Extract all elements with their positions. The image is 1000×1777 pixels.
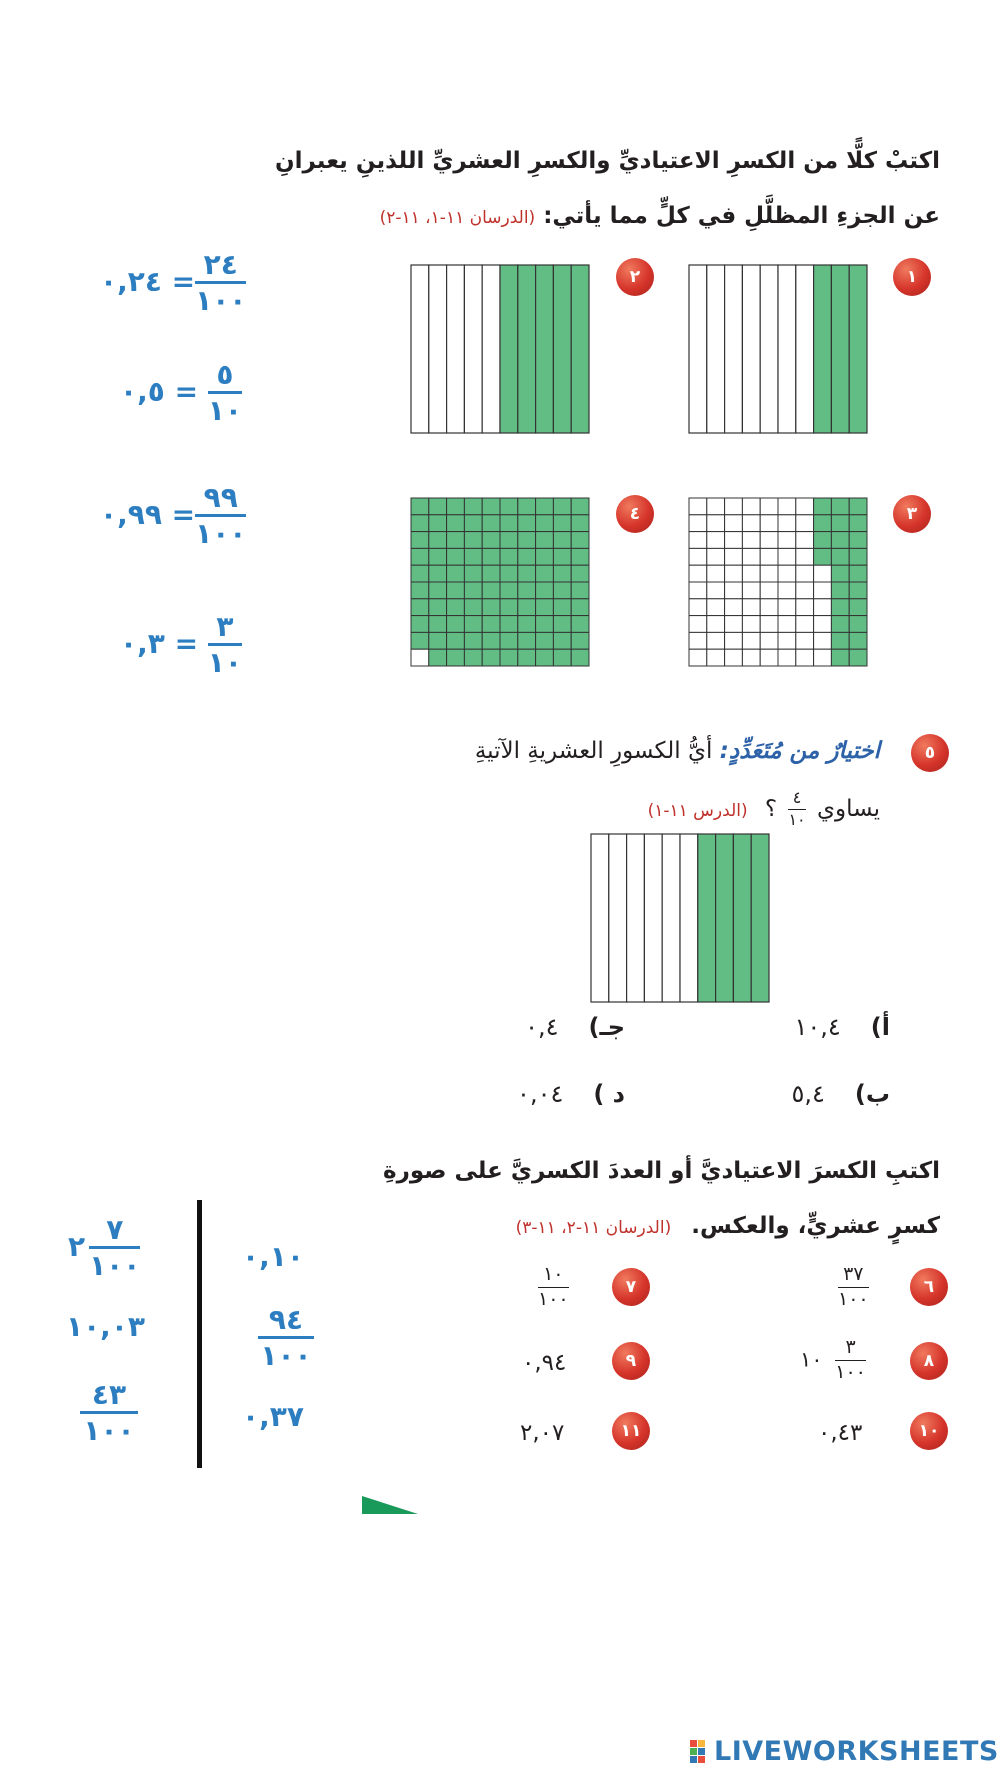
- choice-d[interactable]: د )٠,٠٤: [517, 1080, 625, 1108]
- shaded-cell: [553, 565, 571, 582]
- unshaded-cell: [742, 532, 760, 549]
- shaded-strip: [831, 265, 849, 433]
- unshaded-cell: [796, 599, 814, 616]
- unshaded-cell: [725, 565, 743, 582]
- liveworksheets-logo-icon: [690, 1740, 714, 1766]
- unshaded-cell: [778, 582, 796, 599]
- shaded-strip: [698, 834, 716, 1002]
- shaded-strip: [571, 265, 589, 433]
- unshaded-cell: [778, 498, 796, 515]
- section6-instruction-text: كسرٍ عشريٍّ، والعكس.: [691, 1213, 940, 1239]
- answer-fraction: $\frac{٣}{١٠}$: [207, 610, 242, 680]
- shaded-cell: [500, 582, 518, 599]
- shaded-cell: [447, 616, 465, 633]
- shaded-cell: [536, 565, 554, 582]
- unshaded-cell: [760, 599, 778, 616]
- unshaded-cell: [707, 632, 725, 649]
- unshaded-cell: [742, 498, 760, 515]
- unshaded-strip: [591, 834, 609, 1002]
- shaded-cell: [814, 532, 832, 549]
- shaded-cell: [536, 616, 554, 633]
- section5-question-mark: ؟: [764, 796, 778, 823]
- unshaded-strip: [796, 265, 814, 433]
- shaded-cell: [553, 582, 571, 599]
- shaded-cell: [518, 532, 536, 549]
- unshaded-cell: [742, 616, 760, 633]
- problem-badge-7: ٧: [612, 1268, 650, 1306]
- unshaded-cell: [742, 649, 760, 666]
- unshaded-cell: [725, 498, 743, 515]
- shaded-cell: [447, 498, 465, 515]
- unshaded-cell: [760, 582, 778, 599]
- shaded-cell: [536, 548, 554, 565]
- shaded-cell: [571, 599, 589, 616]
- unshaded-cell: [778, 632, 796, 649]
- shaded-cell: [464, 515, 482, 532]
- shaded-cell: [464, 498, 482, 515]
- shaded-cell: [429, 515, 447, 532]
- shaded-cell: [831, 565, 849, 582]
- shaded-cell: [429, 565, 447, 582]
- shaded-cell: [849, 632, 867, 649]
- unshaded-strip: [742, 265, 760, 433]
- shaded-cell: [831, 515, 849, 532]
- unshaded-cell: [725, 649, 743, 666]
- section5-question-prefix: يساوي: [816, 796, 880, 823]
- shaded-strip: [751, 834, 769, 1002]
- shaded-cell: [447, 532, 465, 549]
- answer-problem-4: ٠,٩٩ = $\frac{٩٩}{١٠٠}$: [100, 481, 247, 551]
- shaded-cell: [482, 649, 500, 666]
- shaded-cell: [571, 515, 589, 532]
- unshaded-cell: [778, 649, 796, 666]
- shaded-cell: [553, 548, 571, 565]
- unshaded-strip: [627, 834, 645, 1002]
- unshaded-cell: [760, 548, 778, 565]
- section6-reference: (الدرسان ١١-٢، ١١-٣): [515, 1218, 672, 1238]
- shaded-cell: [831, 582, 849, 599]
- unshaded-cell: [742, 582, 760, 599]
- answer-problem-11: ٢ $\frac{٧}{١٠٠}$: [68, 1213, 141, 1283]
- unshaded-cell: [707, 498, 725, 515]
- answer-problem-9: $\frac{٩٤}{١٠٠}$: [258, 1305, 314, 1371]
- unshaded-cell: [760, 515, 778, 532]
- unshaded-cell: [689, 632, 707, 649]
- unshaded-cell: [760, 616, 778, 633]
- shaded-cell: [411, 582, 429, 599]
- unshaded-cell: [742, 599, 760, 616]
- shaded-cell: [411, 616, 429, 633]
- unshaded-cell: [742, 548, 760, 565]
- shaded-cell: [831, 616, 849, 633]
- section5-question-line1: [475, 738, 880, 764]
- problem-7-fraction: $\frac{١٠}{١٠٠}$: [538, 1263, 569, 1311]
- shaded-cell: [553, 599, 571, 616]
- unshaded-cell: [707, 616, 725, 633]
- shaded-cell: [553, 632, 571, 649]
- shaded-cell: [571, 632, 589, 649]
- unshaded-cell: [725, 548, 743, 565]
- problem-badge-6: ٦: [910, 1268, 948, 1306]
- shaded-cell: [500, 565, 518, 582]
- unshaded-cell: [796, 649, 814, 666]
- shaded-cell: [536, 632, 554, 649]
- decorative-green-triangle: [362, 1496, 422, 1516]
- tenths-grid-problem-2: [410, 264, 590, 434]
- shaded-cell: [553, 515, 571, 532]
- unshaded-cell: [778, 515, 796, 532]
- shaded-cell: [814, 515, 832, 532]
- unshaded-cell: [796, 532, 814, 549]
- unshaded-strip: [464, 265, 482, 433]
- unshaded-cell: [725, 532, 743, 549]
- unshaded-cell: [707, 582, 725, 599]
- shaded-cell: [831, 498, 849, 515]
- problem-6-fraction: $\frac{٣٧}{١٠٠}$: [838, 1263, 869, 1311]
- unshaded-cell: [778, 599, 796, 616]
- shaded-cell: [814, 548, 832, 565]
- shaded-cell: [482, 616, 500, 633]
- shaded-cell: [518, 632, 536, 649]
- unshaded-cell: [689, 532, 707, 549]
- shaded-cell: [464, 599, 482, 616]
- shaded-strip: [814, 265, 832, 433]
- shaded-cell: [447, 548, 465, 565]
- unshaded-cell: [760, 632, 778, 649]
- unshaded-cell: [689, 515, 707, 532]
- answer-fraction: $\frac{٢٤}{١٠٠}$: [195, 248, 247, 318]
- unshaded-cell: [707, 649, 725, 666]
- problem-badge-2: ٢: [616, 258, 654, 296]
- shaded-cell: [482, 582, 500, 599]
- unshaded-cell: [814, 649, 832, 666]
- unshaded-cell: [725, 515, 743, 532]
- shaded-cell: [429, 616, 447, 633]
- unshaded-strip: [689, 265, 707, 433]
- answer-fraction: $\frac{٩٩}{١٠٠}$: [195, 481, 247, 551]
- shaded-cell: [518, 548, 536, 565]
- shaded-strip: [716, 834, 734, 1002]
- shaded-strip: [553, 265, 571, 433]
- unshaded-cell: [707, 599, 725, 616]
- shaded-cell: [482, 632, 500, 649]
- choice-b[interactable]: ب)٥,٤: [791, 1080, 890, 1108]
- shaded-cell: [464, 548, 482, 565]
- unshaded-cell: [707, 515, 725, 532]
- unshaded-strip: [778, 265, 796, 433]
- shaded-cell: [500, 498, 518, 515]
- shaded-cell: [482, 532, 500, 549]
- problem-badge-10: ١٠: [910, 1412, 948, 1450]
- shaded-cell: [518, 616, 536, 633]
- shaded-cell: [429, 632, 447, 649]
- shaded-cell: [482, 548, 500, 565]
- shaded-cell: [518, 498, 536, 515]
- shaded-cell: [411, 599, 429, 616]
- unshaded-strip: [644, 834, 662, 1002]
- shaded-cell: [482, 565, 500, 582]
- shaded-cell: [429, 599, 447, 616]
- unshaded-cell: [796, 632, 814, 649]
- unshaded-cell: [707, 532, 725, 549]
- shaded-strip: [518, 265, 536, 433]
- unshaded-cell: [742, 632, 760, 649]
- unshaded-cell: [742, 565, 760, 582]
- unshaded-cell: [778, 565, 796, 582]
- unshaded-strip: [482, 265, 500, 433]
- unshaded-cell: [778, 532, 796, 549]
- shaded-cell: [429, 649, 447, 666]
- shaded-strip: [733, 834, 751, 1002]
- shaded-strip: [536, 265, 554, 433]
- hundredths-grid-problem-3: [688, 497, 868, 667]
- shaded-cell: [849, 532, 867, 549]
- shaded-cell: [553, 532, 571, 549]
- unshaded-cell: [814, 582, 832, 599]
- unshaded-cell: [796, 582, 814, 599]
- problem-badge-3: ٣: [893, 495, 931, 533]
- problem-badge-1: ١: [893, 258, 931, 296]
- shaded-cell: [447, 599, 465, 616]
- shaded-cell: [411, 548, 429, 565]
- shaded-cell: [849, 582, 867, 599]
- shaded-cell: [518, 582, 536, 599]
- shaded-cell: [849, 599, 867, 616]
- shaded-cell: [500, 649, 518, 666]
- unshaded-cell: [796, 616, 814, 633]
- tenths-grid-problem-1: [688, 264, 868, 434]
- problem-badge-5: ٥: [911, 734, 949, 772]
- multiple-choice-label: اختيارٌ من مُتَعَدِّدٍ:: [719, 738, 880, 764]
- unshaded-cell: [814, 616, 832, 633]
- problem-11-decimal: ٢,٠٧: [520, 1420, 565, 1446]
- shaded-cell: [464, 649, 482, 666]
- unshaded-strip: [429, 265, 447, 433]
- unshaded-cell: [689, 498, 707, 515]
- shaded-cell: [464, 582, 482, 599]
- answer-problem-10: $\frac{٤٣}{١٠٠}$: [80, 1380, 138, 1446]
- shaded-cell: [536, 582, 554, 599]
- answer-problem-3: ٠,٣ = $\frac{٣}{١٠}$: [120, 610, 242, 680]
- shaded-cell: [849, 498, 867, 515]
- unshaded-cell: [689, 582, 707, 599]
- unshaded-cell: [778, 548, 796, 565]
- shaded-cell: [429, 582, 447, 599]
- section1-instruction-line1: اكتبْ كلًّا من الكسرِ الاعتياديِّ والكسرِ العشريِّ اللذينِ يعبرانِ: [274, 148, 940, 174]
- unshaded-strip: [725, 265, 743, 433]
- shaded-cell: [482, 498, 500, 515]
- shaded-cell: [849, 515, 867, 532]
- shaded-cell: [464, 565, 482, 582]
- unshaded-cell: [689, 548, 707, 565]
- shaded-cell: [500, 532, 518, 549]
- problem-badge-11: ١١: [612, 1412, 650, 1450]
- shaded-cell: [464, 632, 482, 649]
- unshaded-cell: [707, 565, 725, 582]
- unshaded-strip: [411, 265, 429, 433]
- unshaded-cell: [796, 565, 814, 582]
- shaded-cell: [447, 565, 465, 582]
- shaded-cell: [447, 515, 465, 532]
- section5-question-text: أيُّ الكسورِ العشريةِ الآتيةِ: [474, 738, 713, 764]
- shaded-cell: [831, 599, 849, 616]
- unshaded-cell: [689, 599, 707, 616]
- unshaded-cell: [689, 616, 707, 633]
- shaded-cell: [500, 548, 518, 565]
- section5-question-line2: [648, 790, 880, 829]
- shaded-cell: [518, 649, 536, 666]
- shaded-cell: [553, 649, 571, 666]
- shaded-cell: [553, 616, 571, 633]
- shaded-cell: [411, 515, 429, 532]
- unshaded-cell: [814, 565, 832, 582]
- shaded-cell: [500, 599, 518, 616]
- shaded-cell: [849, 649, 867, 666]
- tenths-grid-problem-5: [590, 833, 770, 1003]
- section6-instruction-line2: [516, 1213, 940, 1239]
- unshaded-cell: [725, 616, 743, 633]
- shaded-cell: [447, 649, 465, 666]
- unshaded-cell: [725, 632, 743, 649]
- unshaded-cell: [778, 616, 796, 633]
- shaded-cell: [831, 532, 849, 549]
- shaded-cell: [447, 582, 465, 599]
- answer-problem-2: ٠,٢٤ = $\frac{٢٤}{١٠٠}$: [100, 248, 247, 318]
- shaded-strip: [849, 265, 867, 433]
- unshaded-strip: [662, 834, 680, 1002]
- unshaded-cell: [814, 599, 832, 616]
- section5-reference: (الدرس ١١-١): [647, 801, 748, 822]
- shaded-cell: [482, 599, 500, 616]
- shaded-cell: [849, 548, 867, 565]
- unshaded-cell: [411, 649, 429, 666]
- shaded-cell: [571, 616, 589, 633]
- shaded-cell: [464, 532, 482, 549]
- problem-9-decimal: ٠,٩٤: [522, 1350, 567, 1376]
- shaded-cell: [500, 632, 518, 649]
- unshaded-cell: [796, 498, 814, 515]
- shaded-cell: [429, 548, 447, 565]
- unshaded-cell: [707, 548, 725, 565]
- shaded-cell: [518, 565, 536, 582]
- shaded-cell: [536, 649, 554, 666]
- answer-problem-7: ٠,١٠: [242, 1240, 304, 1273]
- unshaded-cell: [814, 632, 832, 649]
- shaded-cell: [849, 616, 867, 633]
- unshaded-cell: [760, 565, 778, 582]
- hundredths-grid-problem-4: [410, 497, 590, 667]
- section1-instruction-text: عن الجزءِ المظلَّلِ في كلٍّ مما يأتي:: [543, 203, 940, 229]
- choice-a[interactable]: أ)١٠,٤: [794, 1013, 890, 1041]
- shaded-cell: [411, 532, 429, 549]
- answer-problem-6: ٠,٣٧: [242, 1400, 304, 1433]
- shaded-cell: [464, 616, 482, 633]
- problem-badge-4: ٤: [616, 495, 654, 533]
- unshaded-strip: [609, 834, 627, 1002]
- shaded-cell: [411, 565, 429, 582]
- unshaded-cell: [760, 649, 778, 666]
- unshaded-strip: [680, 834, 698, 1002]
- shaded-cell: [571, 649, 589, 666]
- section1-instruction-line2: [380, 203, 940, 229]
- section6-instruction-line1: اكتبِ الكسرَ الاعتياديَّ أو العددَ الكسريَّ على صورةِ: [383, 1158, 940, 1184]
- unshaded-cell: [760, 498, 778, 515]
- shaded-cell: [814, 498, 832, 515]
- unshaded-strip: [707, 265, 725, 433]
- shaded-cell: [500, 515, 518, 532]
- shaded-cell: [482, 515, 500, 532]
- shaded-cell: [571, 532, 589, 549]
- shaded-cell: [553, 498, 571, 515]
- problem-badge-8: ٨: [910, 1342, 948, 1380]
- shaded-cell: [536, 515, 554, 532]
- problem-10-decimal: ٠,٤٣: [818, 1420, 863, 1446]
- shaded-cell: [411, 632, 429, 649]
- shaded-cell: [849, 565, 867, 582]
- answer-problem-8: ١٠,٠٣: [66, 1310, 145, 1343]
- shaded-cell: [447, 632, 465, 649]
- unshaded-cell: [689, 565, 707, 582]
- unshaded-cell: [742, 515, 760, 532]
- shaded-cell: [518, 599, 536, 616]
- shaded-cell: [500, 616, 518, 633]
- unshaded-cell: [796, 548, 814, 565]
- unshaded-strip: [760, 265, 778, 433]
- answers-divider: [197, 1200, 202, 1468]
- unshaded-cell: [725, 599, 743, 616]
- shaded-cell: [571, 548, 589, 565]
- shaded-cell: [571, 582, 589, 599]
- shaded-cell: [429, 498, 447, 515]
- shaded-cell: [831, 632, 849, 649]
- unshaded-strip: [447, 265, 465, 433]
- shaded-cell: [536, 532, 554, 549]
- choice-c[interactable]: جـ)٠,٤: [525, 1013, 625, 1041]
- shaded-cell: [571, 498, 589, 515]
- shaded-cell: [429, 532, 447, 549]
- shaded-strip: [500, 265, 518, 433]
- unshaded-cell: [796, 515, 814, 532]
- answer-problem-1: ٠,٥ = $\frac{٥}{١٠}$: [120, 358, 242, 428]
- shaded-cell: [571, 565, 589, 582]
- section1-reference: (الدرسان ١١-١، ١١-٢): [379, 208, 536, 228]
- unshaded-cell: [689, 649, 707, 666]
- problem-8-mixed-number: ١٠ $\frac{٣}{١٠٠}$: [800, 1336, 866, 1384]
- shaded-cell: [411, 498, 429, 515]
- unshaded-cell: [760, 532, 778, 549]
- shaded-cell: [536, 599, 554, 616]
- section5-fraction: $\frac{٤}{١٠}$: [788, 788, 806, 830]
- shaded-cell: [831, 548, 849, 565]
- problem-badge-9: ٩: [612, 1342, 650, 1380]
- shaded-cell: [536, 498, 554, 515]
- unshaded-cell: [725, 582, 743, 599]
- shaded-cell: [831, 649, 849, 666]
- answer-fraction: $\frac{٥}{١٠}$: [207, 358, 242, 428]
- shaded-cell: [518, 515, 536, 532]
- liveworksheets-brand: LIVEWORKSHEETS: [714, 1736, 999, 1767]
